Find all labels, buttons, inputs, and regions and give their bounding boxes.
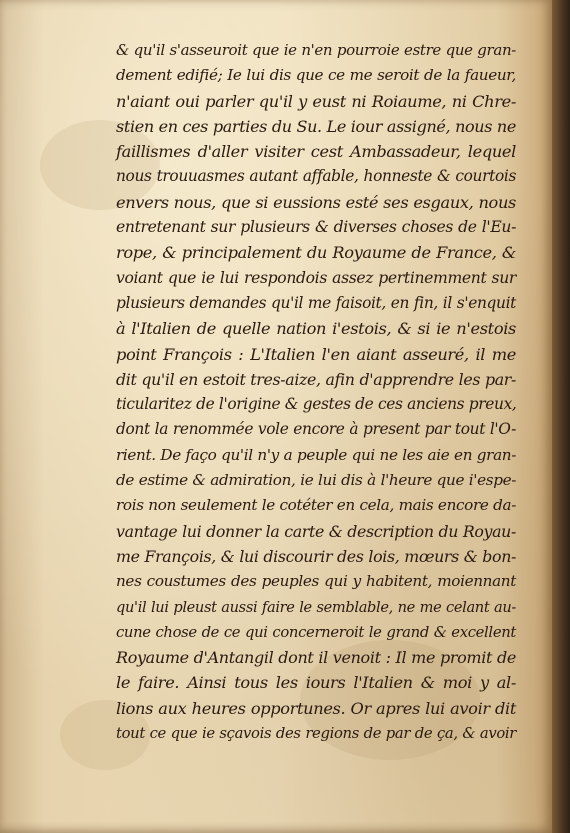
text-line: cune chose de ce qui concerneroit le grand & excellent xyxy=(116,623,516,641)
text-line: le faire. Ainsi tous les iours l'Italien & moi y al- xyxy=(116,673,516,693)
text-line: envers nous, que si eussions esté ses esgaux, nous xyxy=(116,192,516,212)
text-line: point François : L'Italien l'en aiant asseuré, il me xyxy=(116,344,516,364)
text-line: entretenant sur plusieurs & diverses choses de l'Eu- xyxy=(116,218,516,237)
text-line: nous trouuasmes autant affable, honneste & courtois xyxy=(116,167,516,186)
text-line: lions aux heures opportunes. Or apres lui avoir dit xyxy=(116,698,516,718)
text-line: dont la renommée vole encore à present par tout l'O- xyxy=(116,420,516,439)
text-line: & qu'il s'asseuroit que ie n'en pourroie estre que gran- xyxy=(116,41,516,59)
text-line: plusieurs demandes qu'il me faisoit, en fin, il s'enquit xyxy=(116,293,516,312)
text-line: stien en ces parties du Su. Le iour assigné, nous ne xyxy=(116,116,516,136)
text-line: me François, & lui discourir des lois, mœurs & bon- xyxy=(116,546,516,566)
text-line: faillismes d'aller visiter cest Ambassadeur, lequel xyxy=(116,142,516,162)
text-line: vantage lui donner la carte & description du Royau- xyxy=(116,521,516,541)
text-line: dement edifié; Ie lui dis que ce me seroit de la faueur, xyxy=(116,66,516,85)
text-line: ticularitez de l'origine & gestes de ces anciens preux, xyxy=(116,395,517,414)
text-line: voiant que ie lui respondois assez pertinemment sur xyxy=(116,268,516,287)
text-line: qu'il lui pleust aussi faire le semblable, ne me celant au- xyxy=(116,598,516,616)
text-line: de estime & admiration, ie lui dis à l'heure que i'espe- xyxy=(116,471,516,490)
book-edge xyxy=(552,0,570,833)
text-line: rope, & principalement du Royaume de France, & xyxy=(116,243,516,263)
text-line: tout ce que ie sçavois des regions de par de ça, & avoir xyxy=(116,725,516,743)
text-line: dit qu'il en estoit tres-aize, afin d'apprendre les par- xyxy=(116,369,516,389)
text-line: Royaume d'Antangil dont il venoit : Il me promit de xyxy=(116,648,516,668)
text-line: rient. De faço qu'il n'y a peuple qui ne les aie en gran- xyxy=(116,445,516,464)
text-line: n'aiant oui parler qu'il y eust ni Roiaume, ni Chre- xyxy=(116,91,516,111)
text-line: nes coustumes des peuples qui y habitent, moiennant xyxy=(116,572,516,591)
text-line: rois non seulement le cotéter en cela, mais encore da- xyxy=(116,496,516,515)
body-text xyxy=(116,38,516,746)
text-line: à l'Italien de quelle nation i'estois, & si ie n'estois xyxy=(116,319,516,339)
